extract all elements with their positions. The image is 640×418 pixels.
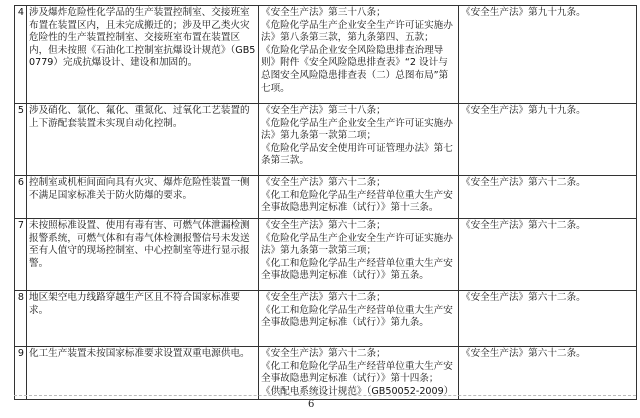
basis-line: 《安全生产法》第六十二条； [261,177,386,188]
basis-line: 《化工和危险化学品生产经营单位重大生产安全事故隐患判定标准（试行）》第九条。 [261,304,453,329]
penalty-basis: 《安全生产法》第六十二条。 [459,219,637,291]
table-row [15,219,637,291]
hazard-description: 未按照标准设置、使用有毒有害、可燃气体泄漏检测报警系统，可燃气体和有毒气体检测报警信号未发送至有人值守的现场控制室、中心控制室等进行显示报警。 [27,219,259,291]
penalty-basis: 《安全生产法》第六十二条。 [459,176,637,219]
legal-basis [259,104,459,176]
basis-line: 《化工和危险化学品生产经营单位重大生产安全事故隐患判定标准（试行）》第十三条。 [261,189,453,214]
basis-line: 《化工和危险化学品生产经营单位重大生产安全事故隐患判定标准（试行）》第五条。 [261,257,453,282]
basis-line: 《供配电系统设计规范》（GB50052-2009） [261,385,454,397]
legal-basis [259,291,459,347]
row-number: 4 [15,6,27,104]
page-divider [14,395,636,396]
penalty-basis: 《安全生产法》第六十二条。 [459,291,637,347]
basis-line: 《危险化学品企业安全风险隐患排查治理导则》附件《安全风险隐患排查表》“2 设计与总图安全风险隐患排查表（二）总图布局”第七项。 [261,44,449,94]
table-row [15,347,637,400]
table-row [15,6,637,104]
basis-line: 《危险化学品生产企业安全生产许可证实施办法》第九条第一款第三项； [261,232,453,257]
legal-basis [259,6,459,104]
row-number: 8 [15,291,27,347]
page-number: 6 [308,399,315,410]
basis-line: 《危险化学品安全使用许可证管理办法》第七条第三款。 [261,142,453,167]
basis-line: 《危险化学品生产企业安全生产许可证实施办法》第九条第一款第二项； [261,117,453,142]
basis-line: 《安全生产法》第六十二条； [261,292,386,303]
hazard-description: 涉及硝化、氯化、氟化、重氮化、过氧化工艺装置的上下游配套装置未实现自动化控制。 [27,104,259,176]
penalty-basis: 《安全生产法》第九十九条。 [459,104,637,176]
row-number: 5 [15,104,27,176]
row-number: 7 [15,219,27,291]
basis-line: 《危险化学品生产企业安全生产许可证实施办法》第八条第三款，第九条第四、五款； [261,19,453,44]
table-row [15,176,637,219]
basis-line: 《安全生产法》第六十二条； [261,220,386,231]
legal-basis [259,176,459,219]
row-number: 9 [15,347,27,400]
hazard-table [14,5,637,400]
basis-line: 《安全生产法》第三十八条； [261,105,386,116]
hazard-description: 涉及爆炸危险性化学品的生产装置控制室、交接班室布置在装置区内，且未完成搬迁的；涉及甲乙类火灾危险性的生产装置控制室、交接班室布置在装置区内，但未按照《石油化工控制室抗爆设计规范》（GB50779）完成抗爆设计、建设和加固的。 [27,6,259,104]
legal-basis [259,347,459,400]
basis-line: 《安全生产法》第六十二条； [261,348,386,359]
penalty-basis: 《安全生产法》第九十九条。 [459,6,637,104]
table-row [15,291,637,347]
hazard-description: 化工生产装置未按国家标准要求设置双重电源供电。 [27,347,259,400]
basis-line: 《化工和危险化学品生产经营单位重大生产安全事故隐患判定标准（试行）》第十四条； [261,360,453,385]
basis-line: 《安全生产法》第三十八条； [261,7,386,18]
hazard-description: 地区架空电力线路穿越生产区且不符合国家标准要求。 [27,291,259,347]
row-number: 6 [15,176,27,219]
hazard-description: 控制室或机柜间面向具有火灾、爆炸危险性装置一侧不满足国家标准关于防火防爆的要求。 [27,176,259,219]
table-row [15,104,637,176]
legal-basis [259,219,459,291]
penalty-basis: 《安全生产法》第六十二条。 [459,347,637,400]
hazard-table-body [15,6,637,400]
